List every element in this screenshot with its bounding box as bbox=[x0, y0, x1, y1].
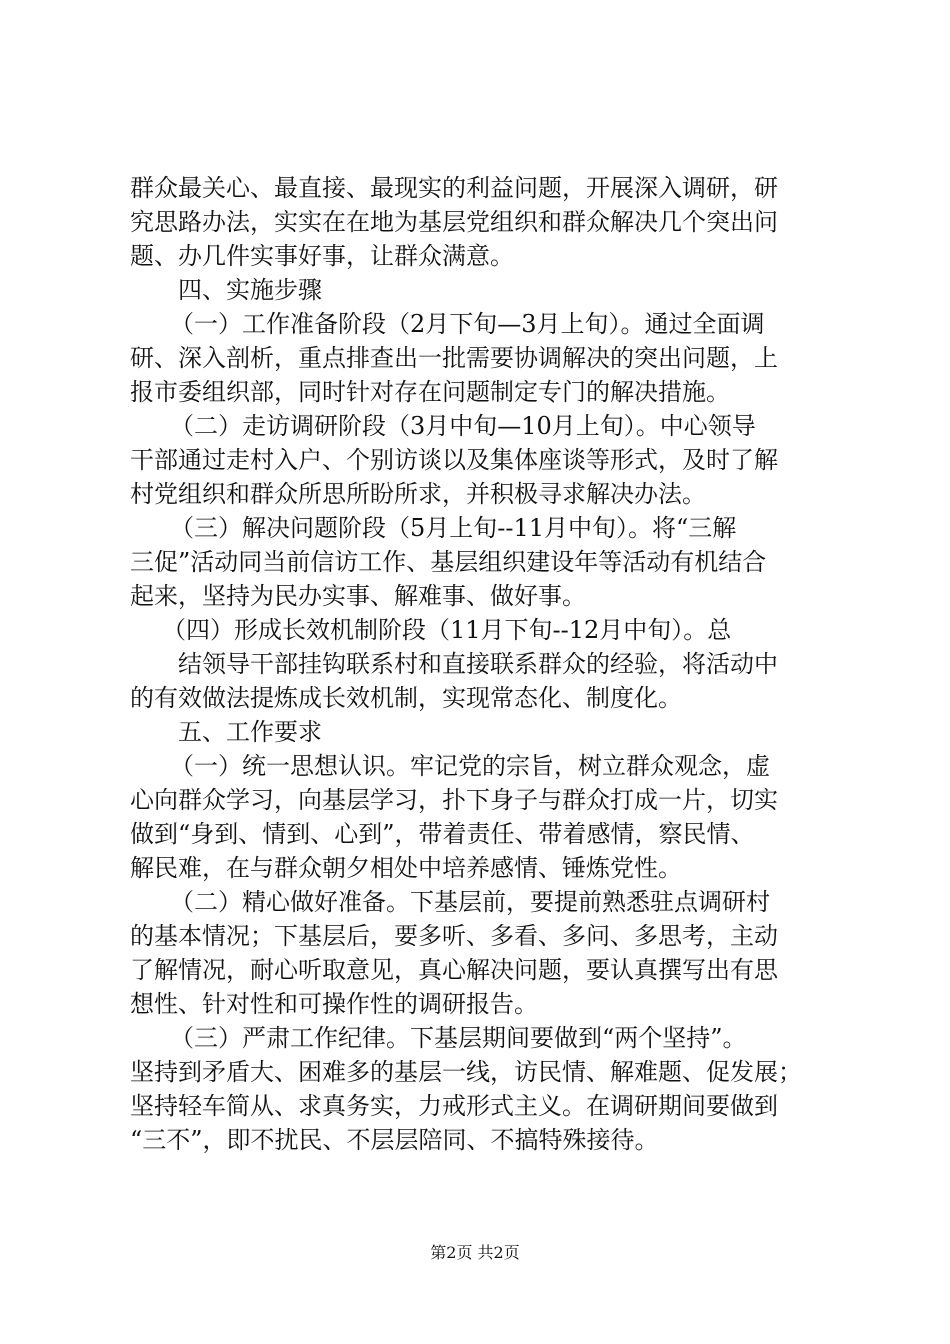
page-footer: 第2页 共2页 bbox=[430, 1243, 520, 1262]
text-line: （三）严肃工作纪律。下基层期间要做到“两个坚持”。 bbox=[170, 1024, 747, 1052]
text-line: 了解情况，耐心听取意见，真心解决问题，要认真撰写出有思 bbox=[130, 956, 778, 984]
text-line: 的基本情况；下基层后，要多听、多看、多问、多思考，主动 bbox=[130, 922, 778, 950]
text-line: 结领导干部挂钩联系村和直接联系群众的经验，将活动中 bbox=[178, 650, 778, 678]
text-line: （二）走访调研阶段（3月中旬—10月上旬）。中心领导 bbox=[170, 412, 756, 440]
text-line: 坚持轻车简从、求真务实，力戒形式主义。在调研期间要做到 bbox=[130, 1092, 778, 1120]
text-line: 做到“身到、情到、心到”，带着责任、带着感情，察民情、 bbox=[130, 820, 755, 848]
text-line: 研、深入剖析，重点排查出一批需要协调解决的突出问题，上 bbox=[130, 344, 778, 372]
text-line: 坚持到矛盾大、困难多的基层一线，访民情、解难题、促发展； bbox=[130, 1058, 802, 1086]
text-line: 三促”活动同当前信访工作、基层组织建设年等活动有机结合 bbox=[130, 548, 767, 576]
text-line: 心向群众学习，向基层学习，扑下身子与群众打成一片，切实 bbox=[130, 786, 778, 814]
text-line: 村党组织和群众所思所盼所求，并积极寻求解决办法。 bbox=[130, 480, 706, 508]
text-line: 想性、针对性和可操作性的调研报告。 bbox=[130, 990, 538, 1018]
section-heading: 五、工作要求 bbox=[178, 718, 322, 746]
text-line: 的有效做法提炼成长效机制，实现常态化、制度化。 bbox=[130, 684, 682, 712]
text-line: （一）统一思想认识。牢记党的宗旨，树立群众观念，虚 bbox=[170, 752, 770, 780]
text-line: 解民难，在与群众朝夕相处中培养感情、锤炼党性。 bbox=[130, 854, 682, 882]
text-line: 究思路办法，实实在在地为基层党组织和群众解决几个突出问 bbox=[130, 208, 778, 236]
text-line: 群众最关心、最直接、最现实的利益问题，开展深入调研，研 bbox=[130, 174, 778, 202]
text-line: 干部通过走村入户、个别访谈以及集体座谈等形式，及时了解 bbox=[130, 446, 778, 474]
text-line: 起来，坚持为民办实事、解难事、做好事。 bbox=[130, 582, 586, 610]
text-line: 题、办几件实事好事，让群众满意。 bbox=[130, 242, 514, 270]
text-line: （一）工作准备阶段（2月下旬—3月上旬）。通过全面调 bbox=[170, 310, 765, 338]
text-line: （三）解决问题阶段（5月上旬--11月中旬）。将“三解 bbox=[170, 514, 737, 542]
section-heading: 四、实施步骤 bbox=[178, 276, 322, 304]
text-line: （四）形成长效机制阶段（11月下旬--12月中旬）。总 bbox=[162, 616, 732, 644]
text-line: “三不”，即不扰民、不层层陪同、不搞特殊接待。 bbox=[130, 1126, 659, 1154]
text-line: 报市委组织部，同时针对存在问题制定专门的解决措施。 bbox=[130, 378, 730, 406]
text-line: （二）精心做好准备。下基层前，要提前熟悉驻点调研村 bbox=[170, 888, 770, 916]
